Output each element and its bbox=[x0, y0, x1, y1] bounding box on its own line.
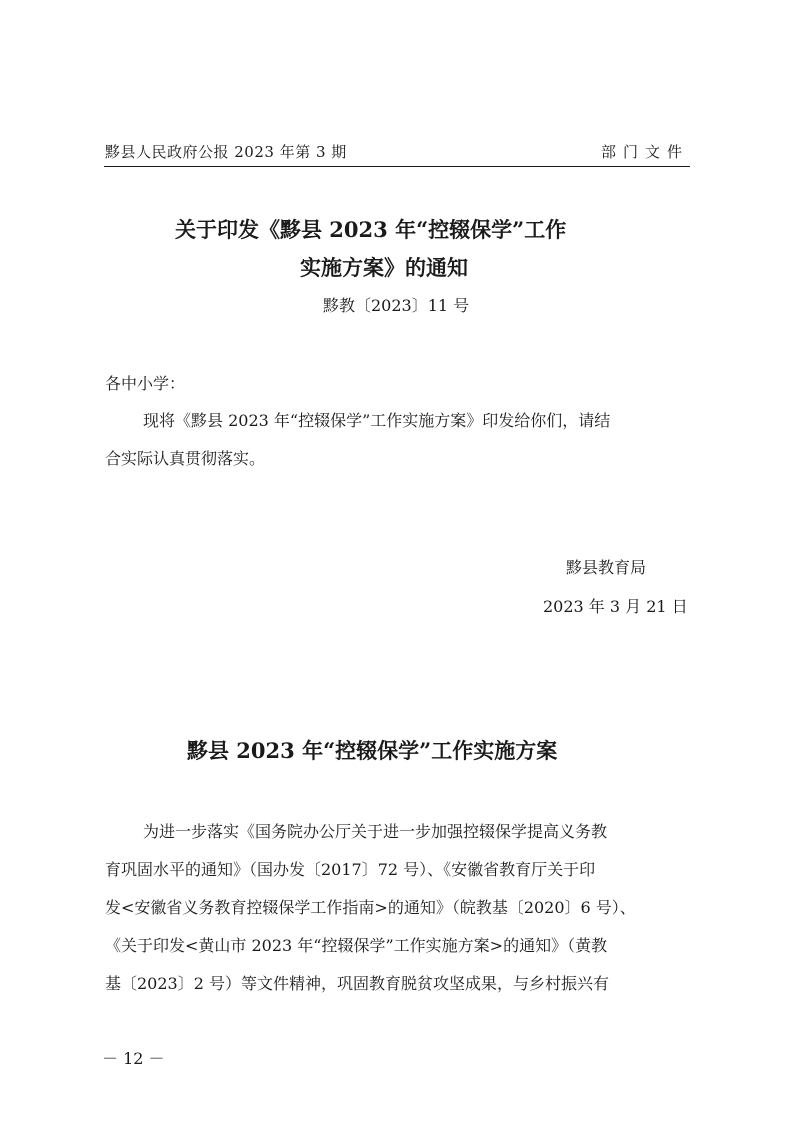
issuer-signature: 黟县教育局 bbox=[566, 558, 647, 577]
publication-header: 黟县人民政府公报 2023 年第 3 期 bbox=[105, 143, 347, 161]
plan-paragraph-line: 基〔2023〕2 号）等文件精神，巩固教育脱贫攻坚成果，与乡村振兴有 bbox=[105, 974, 609, 993]
plan-paragraph-line: 为进一步落实《国务院办公厅关于进一步加强控辍保学提高义务教 bbox=[143, 822, 608, 841]
plan-paragraph-line: 《关于印发<黄山市 2023 年“控辍保学”工作实施方案>的通知》（黄教 bbox=[105, 936, 608, 955]
notice-title-line-1: 关于印发《黟县 2023 年“控辍保学”工作 bbox=[175, 217, 567, 242]
plan-paragraph-line: 发<安徽省义务教育控辍保学工作指南>的通知》（皖教基〔2020〕6 号）、 bbox=[105, 898, 636, 917]
notice-title-line-2: 实施方案》的通知 bbox=[300, 255, 468, 280]
page-number: － 12 － bbox=[102, 1049, 165, 1068]
plan-paragraph-line: 育巩固水平的通知》（国办发〔2017〕72 号）、《安徽省教育厅关于印 bbox=[105, 860, 596, 879]
header-divider bbox=[104, 166, 690, 167]
notice-body-line-2: 合实际认真贯彻落实。 bbox=[105, 449, 266, 468]
section-label: 部门文件 bbox=[600, 143, 689, 161]
salutation: 各中小学： bbox=[105, 374, 186, 393]
notice-body-line-1: 现将《黟县 2023 年“控辍保学”工作实施方案》印发给你们，请结 bbox=[143, 411, 611, 430]
issue-date: 2023 年 3 月 21 日 bbox=[543, 597, 688, 616]
document-number: 黟教〔2023〕11 号 bbox=[323, 296, 470, 315]
plan-title: 黟县 2023 年“控辍保学”工作实施方案 bbox=[187, 738, 558, 763]
